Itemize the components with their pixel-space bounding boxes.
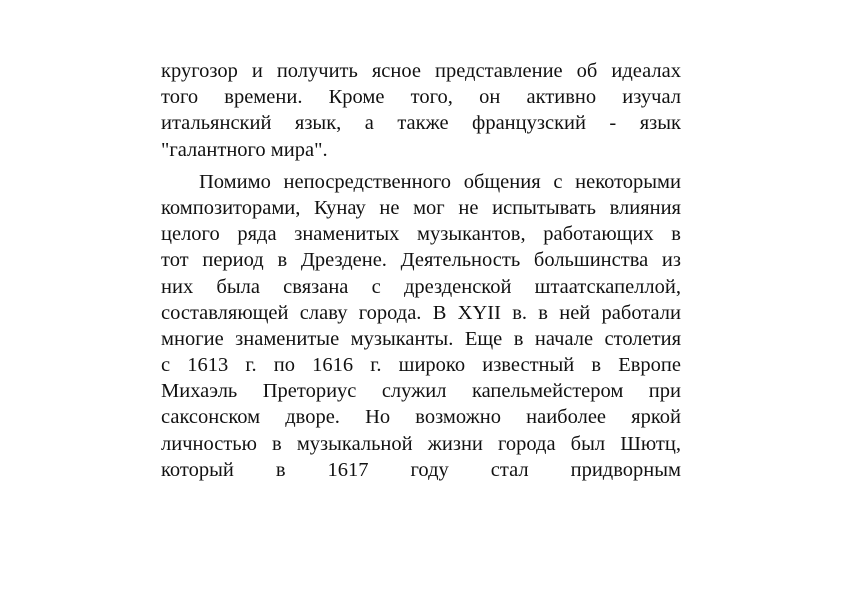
text-line: Михаэль Преториус служил капельмейстером при bbox=[161, 380, 681, 403]
paragraph-1 bbox=[161, 58, 681, 163]
text-line: того времени. Кроме того, он активно изучал bbox=[161, 86, 681, 109]
text-line: многие знаменитые музыканты. Еще в начале столетия bbox=[161, 327, 681, 350]
text-line: который в 1617 году стал придворным bbox=[161, 458, 681, 481]
text-line: кругозор и получить ясное представление об идеалах bbox=[161, 60, 681, 82]
body-text bbox=[161, 58, 681, 483]
text-line: композиторами, Кунау не мог не испытывать влияния bbox=[161, 196, 681, 219]
text-line: саксонском дворе. Но возможно наиболее яркой bbox=[161, 406, 681, 429]
text-line: составляющей славу города. В XYII в. в ней работали bbox=[161, 301, 681, 324]
paragraph-2 bbox=[161, 169, 681, 483]
text-line: с 1613 г. по 1616 г. широко известный в Европе bbox=[161, 354, 681, 377]
text-line: целого ряда знаменитых музыкантов, работающих в bbox=[161, 223, 681, 246]
text-line: личностью в музыкальной жизни города был Шютц, bbox=[161, 432, 681, 455]
text-line: "галантного мира". bbox=[161, 138, 328, 161]
text-line: итальянский язык, а также французский - язык bbox=[161, 112, 681, 135]
text-line: них была связана с дрезденской штаатскапеллой, bbox=[161, 275, 681, 298]
text-line: тот период в Дрездене. Деятельность большинства из bbox=[161, 249, 681, 272]
text-line: Помимо непосредственного общения с некоторыми bbox=[199, 170, 681, 193]
